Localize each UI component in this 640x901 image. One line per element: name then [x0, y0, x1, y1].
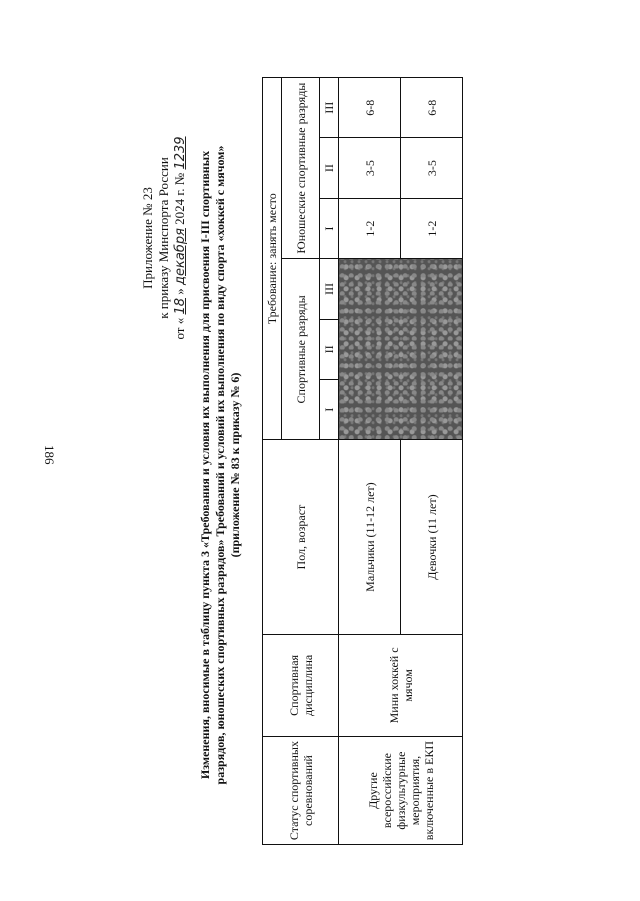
cell-gender-age: Девочки (11 лет) [401, 440, 463, 634]
header-gender-age: Пол, возраст [263, 440, 339, 634]
header-rank-1: I [320, 380, 339, 440]
header-status: Статус спортивных соревнований [263, 737, 339, 845]
cell-status: Другие всероссийские физкультурные мероприятия, включенные в ЕКП [339, 737, 463, 845]
cell-discipline: Мини хоккей с мячом [339, 634, 463, 736]
heading-line-3: (приложение № 83 к приказу № 6) [228, 372, 242, 558]
handwritten-day: 18 [173, 297, 188, 315]
handwritten-number: 1239 [173, 136, 188, 170]
header-discipline: Спортивная дисциплина [263, 634, 339, 736]
header-youth-rank-3: III [320, 78, 339, 138]
header-rank-3: III [320, 259, 339, 319]
cell-youth-2: 3-5 [401, 138, 463, 198]
rotated-page-content [140, 40, 600, 875]
header-youth-ranks: Юношеские спортивные разряды [282, 78, 320, 259]
appendix-title: Приложение № 23 [140, 187, 155, 289]
hatched-cell [339, 259, 463, 440]
table-row [339, 78, 401, 845]
date-year: 2024 г. № [172, 172, 187, 225]
cell-youth-2: 3-5 [339, 138, 401, 198]
heading-line-2: разрядов, юношеских спортивных разрядов» Требований и условий их выполнения по виду спорта «хоккей с мячом» [213, 145, 227, 785]
handwritten-month: декабря [173, 228, 188, 285]
header-youth-rank-1: I [320, 198, 339, 258]
page-number: 186 [42, 445, 57, 465]
header-rank-2: II [320, 319, 339, 379]
appendix-order-ref: к приказу Минспорта России [156, 157, 171, 319]
cell-youth-1: 1-2 [401, 198, 463, 258]
date-mid: » [172, 288, 187, 295]
header-requirement: Требование: занять место [263, 78, 282, 440]
cell-youth-1: 1-2 [339, 198, 401, 258]
header-sport-ranks: Спортивные разряды [282, 259, 320, 440]
header-youth-rank-2: II [320, 138, 339, 198]
appendix-header [140, 68, 189, 408]
cell-youth-3: 6-8 [339, 78, 401, 138]
requirements-table [262, 77, 463, 845]
document-heading [198, 75, 243, 855]
date-prefix: от « [172, 317, 187, 340]
heading-line-1: Изменения, вносимые в таблицу пункта 3 «Требования и условия их выполнения для присвоения I-III спортивных [198, 150, 212, 780]
cell-gender-age: Мальчики (11-12 лет) [339, 440, 401, 634]
appendix-date-line [172, 68, 189, 408]
cell-youth-3: 6-8 [401, 78, 463, 138]
